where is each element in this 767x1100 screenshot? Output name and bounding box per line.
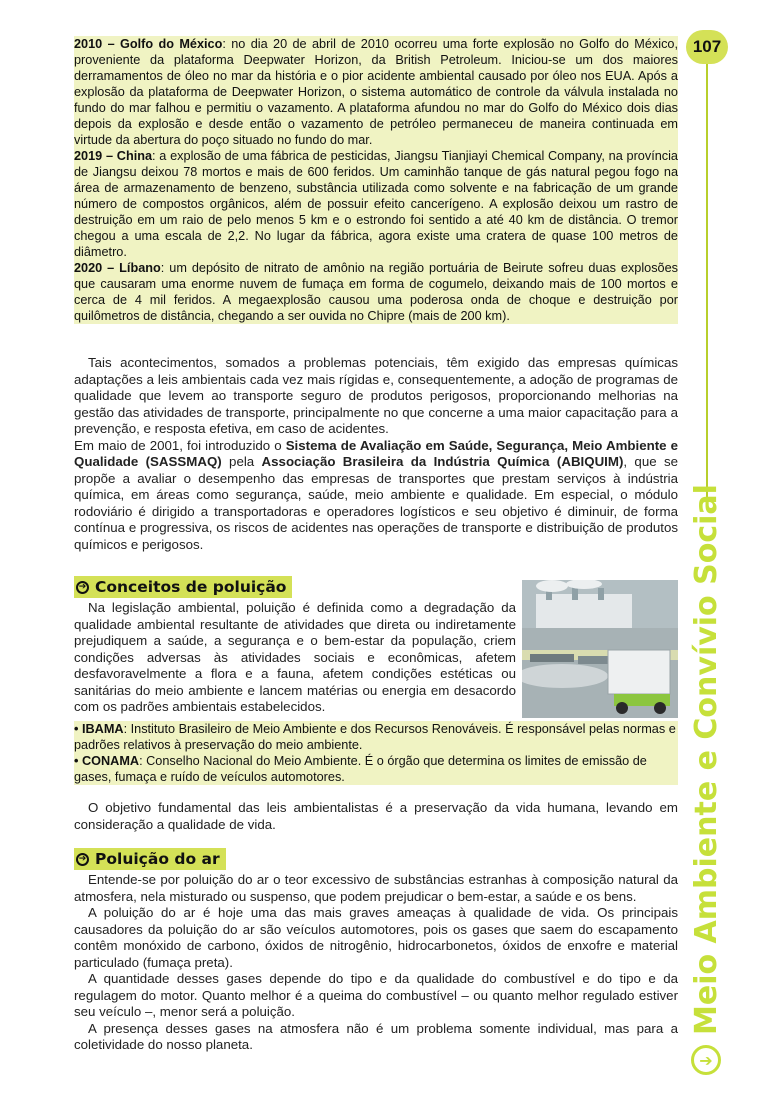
- definition-conama: [74, 753, 678, 785]
- text-run: , que se propõe a avaliar o desempenho das empresas de transportes que prestam serviços à indústria química, em áreas como segurança, saúde, meio ambiente e qualidade. Em especial, o módulo rodoviário é dirigido a transportadoras e operadores logísticos e seu objetivo é diminuir, de forma contínua e progressiva, os riscos de acidentes nas operações de transporte e distribuição de produtos químicos e perigosos.: [74, 454, 678, 552]
- definition-text: : Conselho Nacional do Meio Ambiente. É o órgão que determina os limites de emissão de gases, fumaça e ruído de veículos automotores.: [74, 754, 647, 784]
- text-run: Em maio de 2001, foi introduzido o: [74, 437, 286, 453]
- intro-text: [74, 355, 678, 553]
- event-2019: [74, 148, 678, 260]
- side-rule: [706, 64, 708, 504]
- definition-text: : Instituto Brasileiro de Meio Ambiente e dos Recursos Renováveis. É responsável pelas normas e padrões relativos à preservação do meio ambiente.: [74, 722, 676, 752]
- text-run: pela: [221, 454, 262, 469]
- objective-text: [74, 800, 678, 833]
- definition-term: • CONAMA: [74, 754, 140, 768]
- sassmaq-name: Sistema de Avaliação em Saúde, Segurança, Meio Ambiente e Qualidade (SASSMAQ): [74, 437, 678, 469]
- abiquim-name: Associação Brasileira da Indústria Química (ABIQUIM): [261, 454, 624, 469]
- definitions-box: [74, 721, 678, 785]
- air-paragraph: Entende-se por poluição do ar o teor excessivo de substâncias estranhas à composição natural da atmosfera, nela misturado ou suspenso, que podem prejudicar o bem-estar, a saúde e os bens.: [74, 872, 678, 904]
- side-section-title: [678, 484, 734, 1075]
- event-label: 2020 – Líbano: [74, 261, 161, 275]
- page-number: 107: [686, 30, 728, 64]
- event-label: 2010 – Golfo do México: [74, 37, 223, 51]
- event-2010: [74, 36, 678, 148]
- air-paragraph: A presença desses gases na atmosfera não é um problema somente individual, mas para a coletividade do nosso planeta.: [74, 1020, 678, 1052]
- air-pollution-text: [74, 872, 678, 1054]
- event-text: : a explosão de uma fábrica de pesticidas, Jiangsu Tianjiayi Chemical Company, na província de Jiangsu deixou 78 mortos e mais de 600 feridos. Um caminhão tanque de gás natural pegou fogo na área de armazenamento de benzeno, substância utilizada como solvente e na fabricação de um grande número de compostos orgânicos, além de possuir efeito cancerígeno. A explosão deixou um rastro de destruição em um raio de pelo menos 5 km e o estrondo foi sentido a até 40 km de distância. O tremor chegou a uma escala de 2,2. No lugar da fábrica, agora existe uma cratera de quase 100 metros de diâmetro.: [74, 149, 678, 259]
- arrow-circle-icon: ➔: [76, 581, 89, 594]
- event-label: 2019 – China: [74, 149, 153, 163]
- section-title-poluicao-ar: [74, 848, 226, 870]
- event-text: : um depósito de nitrato de amônio na região portuária de Beirute sofreu duas explosões que causaram uma enorme nuvem de fumaça em forma de cogumelo, deixando mais de 100 mortos e cerca de 4 mil feridos. A megaexplosão causou uma poderosa onda de choque e destruição por quilômetros de distância, chegando a ser ouvida no Chipre (mais de 200 km).: [74, 261, 678, 323]
- side-title-text: Meio Ambiente e Convívio Social: [688, 484, 724, 1035]
- section-title-conceitos: [74, 576, 292, 598]
- arrow-circle-icon: ➔: [691, 1045, 721, 1075]
- section-title-text: Poluição do ar: [95, 850, 220, 868]
- pollution-definition: [74, 600, 516, 716]
- air-paragraph: A poluição do ar é hoje uma das mais graves ameaças à qualidade de vida. Os principais causadores da poluição do ar são veículos automotores, pois os gases que saem do escapamento contêm monóxido de carbono, óxidos de nitrogênio, hidrocarbonetos, óxidos de enxofre e material particulado (fumaça preta).: [74, 905, 678, 970]
- intro-paragraph-1: Tais acontecimentos, somados a problemas potenciais, têm exigido das empresas químicas adaptações a leis ambientais cada vez mais rígidas e, consequentemente, a adoção de programas de qualidade que levem ao transporte seguro de produtos perigosos, proporcionando melhorias na gestão das atividades de transporte, principalmente no que concerne a uma maior capacitação para a prevenção, e resposta efetiva, em caso de acidentes.: [74, 355, 678, 436]
- arrow-circle-icon: ➔: [76, 853, 89, 866]
- intro-paragraph-2: [74, 438, 678, 554]
- event-text: : no dia 20 de abril de 2010 ocorreu uma forte explosão no Golfo do México, proveniente da plataforma Deepwater Horizon, da British Petroleum. Iniciou-se um dos maiores derramamentos de óleo no mar da história e o pior acidente ambiental causado por óleo nos EUA. Após a explosão da plataforma de Deepwater Horizon, o sistema automático de controle da válvula instalada no fundo do mar falhou e permitiu o vazamento. A plataforma afundou no mar do Golfo do México dois dias depois da explosão e desde então o vazamento de petróleo permaneceu de maneira continuada em virtude da abertura do poço situado no fundo do mar.: [74, 37, 678, 147]
- definition-ibama: [74, 721, 678, 753]
- air-paragraph: A quantidade desses gases depende do tipo e da qualidade do combustível e do tipo e da regulagem do motor. Quanto melhor é a queima do combustível – ou quanto melhor regulado estiver seu veículo –, menor será a poluição.: [74, 971, 678, 1019]
- section-title-text: Conceitos de poluição: [95, 578, 287, 596]
- definition-paragraph: Na legislação ambiental, poluição é definida como a degradação da qualidade ambiental resultante de atividades que direta ou indiretamente prejudiquem a saúde, a segurança e o bem-estar da população, criem condições adversas às atividades sociais e econômicas, afetem desfavoravelmente a flora e a fauna, afetem condições estéticas ou sanitárias do meio ambiente e lancem matérias ou energia em desacordo com os padrões ambientais estabelecidos.: [74, 600, 516, 714]
- accident-events-box: [74, 36, 678, 324]
- objective-paragraph: O objetivo fundamental das leis ambientalistas é a preservação da vida humana, levando em consideração a qualidade de vida.: [74, 800, 678, 832]
- definition-term: • IBAMA: [74, 722, 124, 736]
- event-2020: [74, 260, 678, 324]
- factory-pollution-illustration: [522, 580, 678, 718]
